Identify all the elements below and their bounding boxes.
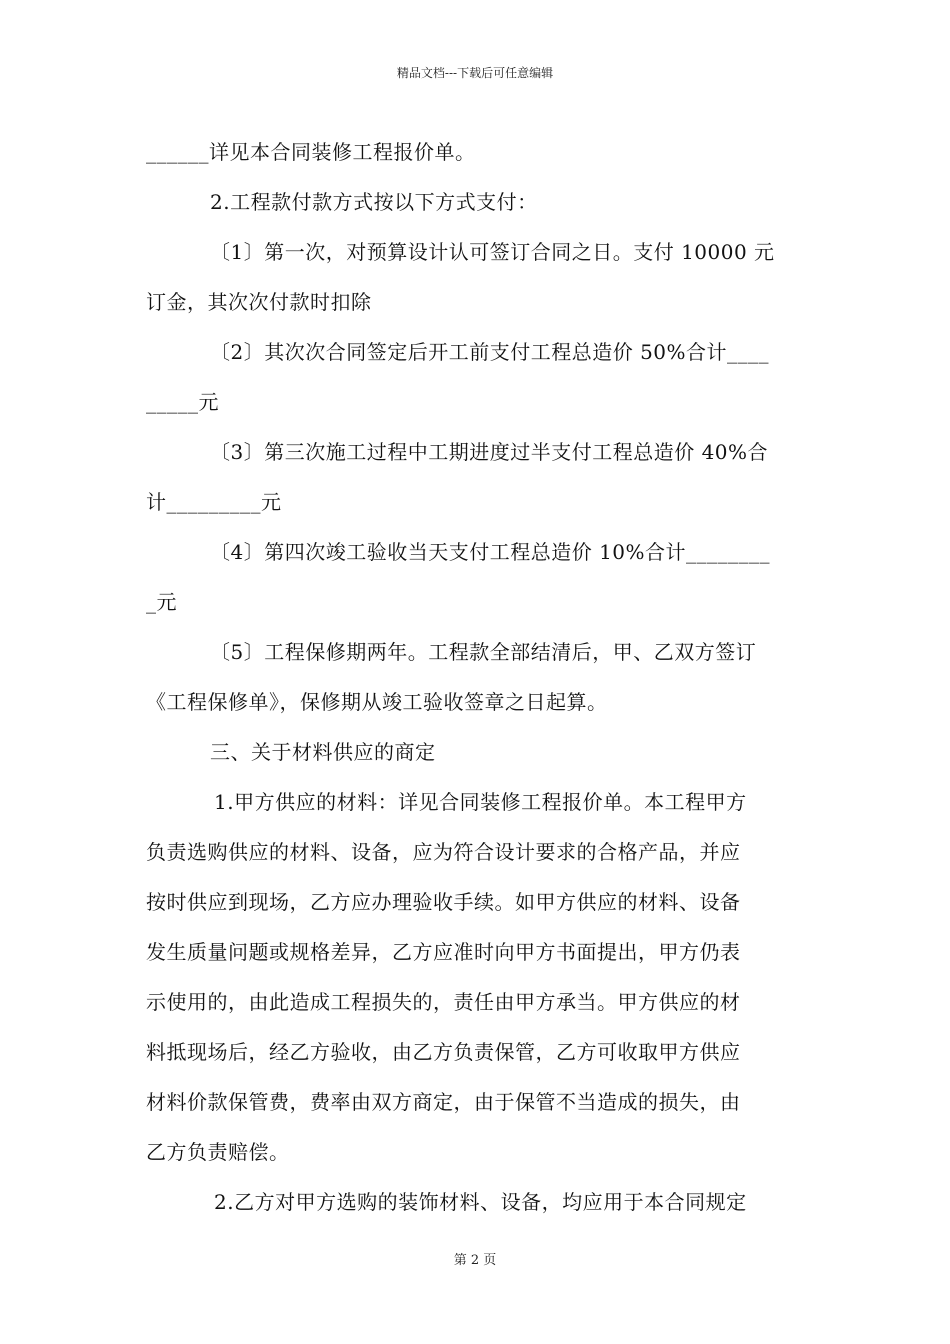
text-line-4: 订金，其次次付款时扣除: [146, 290, 372, 314]
text-line-9: 〔4〕第四次竣工验收当天支付工程总造价 10%合计________: [210, 540, 771, 564]
text-line-6: _____元: [146, 390, 219, 414]
text-line-16: 按时供应到现场，乙方应办理验收手续。如甲方供应的材料、设备: [146, 890, 741, 914]
text-line-22: 2.乙方对甲方选购的装饰材料、设备，均应用于本合同规定: [214, 1190, 747, 1214]
text-line-1: ______详见本合同装修工程报价单。: [146, 140, 476, 164]
text-line-3: 〔1〕第一次，对预算设计认可签订合同之日。支付 10000 元: [210, 240, 775, 264]
text-line-11: 〔5〕工程保修期两年。工程款全部结清后，甲、乙双方签订: [210, 640, 757, 664]
text-line-15: 负责选购供应的材料、设备，应为符合设计要求的合格产品，并应: [146, 840, 741, 864]
text-line-14: 1.甲方供应的材料：详见合同装修工程报价单。本工程甲方: [214, 790, 747, 814]
text-line-7: 〔3〕第三次施工过程中工期进度过半支付工程总造价 40%合: [210, 440, 769, 464]
text-line-12: 《工程保修单》，保修期从竣工验收签章之日起算。: [146, 690, 608, 714]
text-line-5: 〔2〕其次次合同签定后开工前支付工程总造价 50%合计____: [210, 340, 770, 364]
text-line-2: 2.工程款付款方式按以下方式支付：: [210, 190, 538, 214]
text-line-21: 乙方负责赔偿。: [146, 1140, 290, 1164]
text-line-19: 料抵现场后，经乙方验收，由乙方负责保管，乙方可收取甲方供应: [146, 1040, 741, 1064]
text-line-10: _元: [146, 590, 177, 614]
text-line-17: 发生质量问题或规格差异，乙方应准时向甲方书面提出，甲方仍表: [146, 940, 741, 964]
text-line-18: 示使用的，由此造成工程损失的，责任由甲方承当。甲方供应的材: [146, 990, 741, 1014]
section-heading: 三、关于材料供应的商定: [210, 740, 436, 764]
page-header: 精品文档---下载后可任意编辑: [396, 66, 554, 80]
text-line-8: 计_________元: [146, 490, 282, 514]
page-number: 第 2 页: [453, 1253, 497, 1268]
text-line-20: 材料价款保管费，费率由双方商定，由于保管不当造成的损失，由: [146, 1090, 741, 1114]
